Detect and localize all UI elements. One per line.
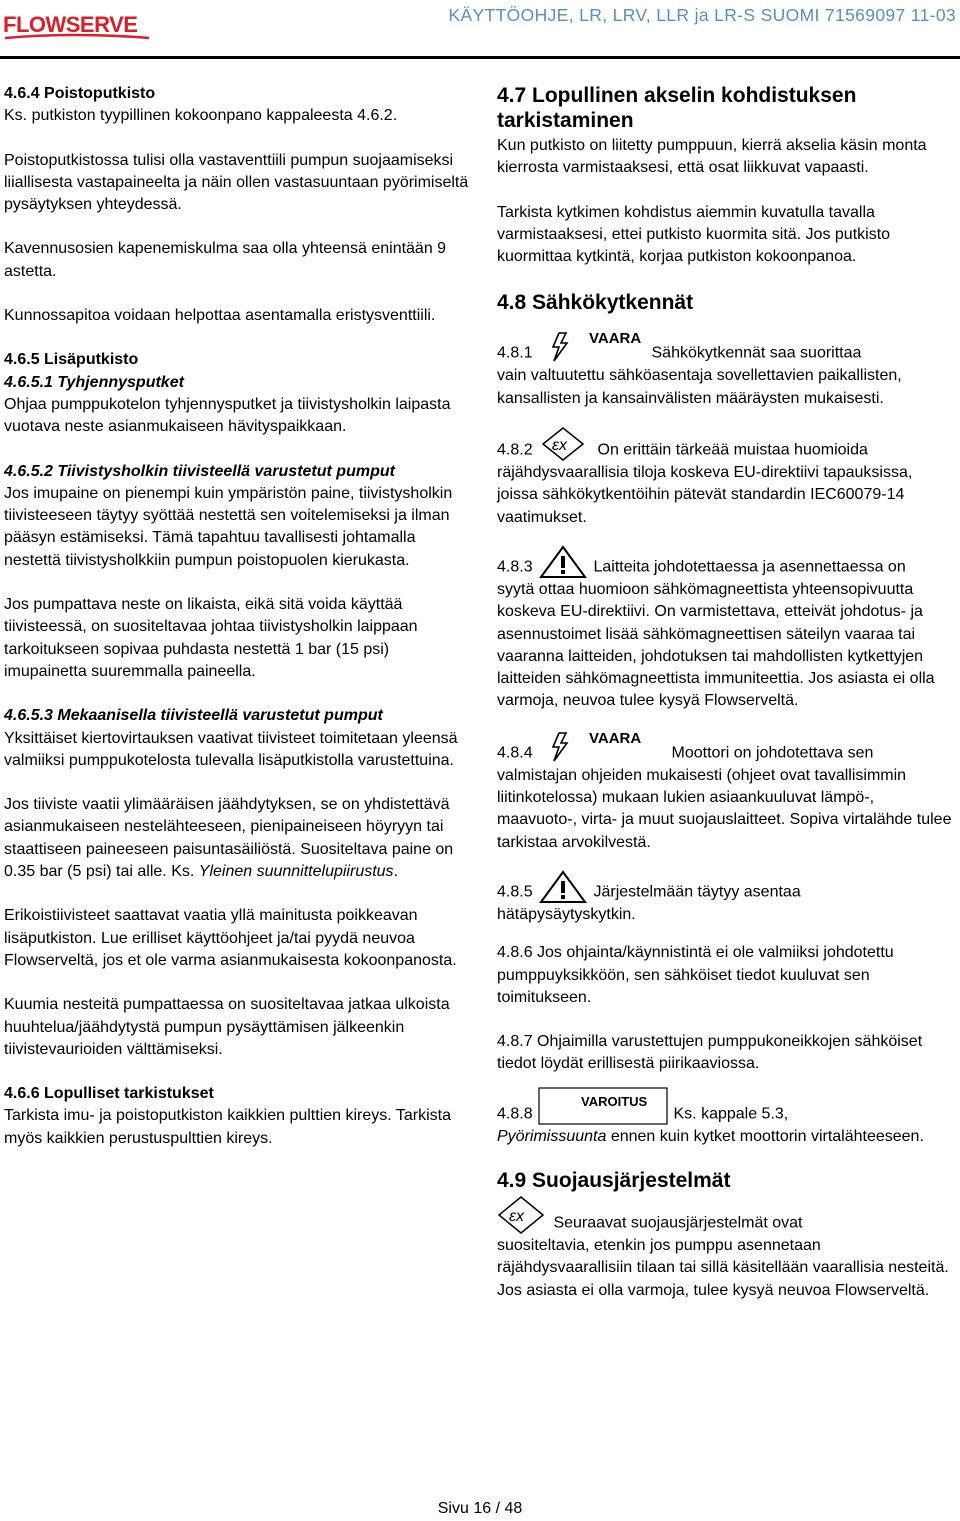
item-number: 4.8.4 bbox=[497, 744, 533, 762]
vaara-label: VAARA bbox=[589, 330, 642, 348]
item-number: 4.8.1 bbox=[497, 345, 533, 363]
item-4-8-1 bbox=[497, 329, 957, 410]
section-4-6-4-title: 4.6.4 Poistoputkisto bbox=[4, 85, 156, 102]
section-4-7-title: 4.7 Lopullinen akselin kohdistuksen tarkistaminen bbox=[497, 84, 857, 132]
s4653-p2: Jos tiiviste vaatii ylimääräisen jäähdytyksen, se on yhdistettävä asianmukaiseen nestelähteeseen, pienipaineiseen höyryyn tai staattiseen paineeseen paisuntasäiliöstä. Suositeltava paine on 0.35 bar (5 psi) tai alle. Ks. Yleinen suunnittelupiirustus. bbox=[4, 796, 454, 881]
item-4-8-2-a: On erittäin tärkeää muistaa huomioida bbox=[597, 441, 868, 459]
s4652-p2: Jos pumpattava neste on likaista, eikä sitä voida käyttää tiivisteessä, on suositeltavaa johtaa tiivistysholkin laippaan tarkoitukseen sopivaa puhdasta nestettä 1 bar (15 psi) imupainetta suuremmalla paineella. bbox=[4, 596, 418, 680]
item-4-8-6: 4.8.6 Jos ohjainta/käynnistintä ei ole valmiiksi johdotettu pumppuyksikköön, sen sähköiset tiedot kuuluvat sen toimitukseen. bbox=[497, 944, 894, 1006]
logo-text: FLOWSERVE bbox=[3, 12, 138, 37]
s466-p1: Tarkista imu- ja poistoputkiston kaikkien pulttien kireys. Tarkista myös kaikkien perustuspulttien kireys. bbox=[4, 1107, 451, 1147]
item-4-8-4-b: valmistajan ohjeiden mukaisesti (ohjeet ovat tavallisimmin liitinkotelossa) mukaan lukien asiaankuuluvat lämpö-, maavuoto-, virta- ja muut suojauslaitteet. Sopiva virtalähde tulee tarkistaa arvokilvestä. bbox=[497, 766, 952, 851]
item-4-8-8 bbox=[497, 1086, 957, 1148]
item-4-8-2-b: räjähdysvaarallisia tiloja koskeva EU-direktiivi tapauksissa, joissa sähkökytkentöihin pätevät standardin IEC60079-14 vaatimukset. bbox=[497, 464, 913, 526]
ex-atex-icon bbox=[537, 426, 593, 462]
s4653-p4: Kuumia nesteitä pumpattaessa on suositeltavaa jatkaa ulkoista huuhtelua/jäähdytystä pumpun pysäyttämisen jälkeenkin tiivistevaurioiden välttämiseksi. bbox=[4, 996, 450, 1058]
s4651-p1: Ohjaa pumppukotelon tyhjennysputket ja tiivistysholkin laipasta vuotava neste asianmukaiseen hävityspaikkaan. bbox=[4, 395, 451, 436]
vaara-label: VAARA bbox=[589, 729, 642, 747]
item-4-8-2 bbox=[497, 426, 957, 529]
s464-p4: Kunnossapitoa voidaan helpottaa asentamalla eristysventtiili. bbox=[4, 307, 436, 325]
section-4-6-5-title: 4.6.5 Lisäputkisto bbox=[4, 351, 139, 369]
item-4-8-3-b: syytä ottaa huomioon sähkömagneettista yhteensopivuutta koskeva EU-direktiivi. On varmistettava, etteivät johdotus- ja asennustoimet lisää sähkömagneettisen säteilyn vaaraa tai vaaranna laitteiden, johdotuksen tai mahdollisten kytkettyjen laitteiden sähkömagneettista immuniteettia. Jos asiasta ei olla varmoja, neuvoa tulee kysyä Flowserveltä. bbox=[497, 580, 935, 710]
s4652-p1: Jos imupaine on pienempi kuin ympäristön paine, tiivistysholkin tiivisteeseen täytyy syöttää nestettä sen voitelemiseksi ja ilman pääsyn estämiseksi. Tämä tapahtuu tavallisesti johtamalla nestettä tiivistysholkkiin pumpun poistopuolen kierukasta. bbox=[4, 484, 453, 569]
caution-box-icon bbox=[537, 1086, 669, 1126]
s47-p2: Tarkista kytkimen kohdistus aiemmin kuvatulla tavalla varmistaaksesi, ettei putkisto kuormita sitä. Jos putkisto kuormittaa kytkintä, korjaa putkiston kokoonpanoa. bbox=[497, 203, 891, 266]
page-header bbox=[0, 0, 960, 64]
section-4-8-title: 4.8 Sähkökytkennät bbox=[497, 291, 694, 315]
svg-text:εx: εx bbox=[552, 437, 568, 455]
section-4-6-5-2-title: 4.6.5.2 Tiivistysholkin tiivisteellä varustetut pumput bbox=[4, 462, 395, 480]
s4653-p2-ref: Yleinen suunnittelupiirustus bbox=[198, 863, 394, 881]
item-4-8-8-rest: ennen kuin kytket moottorin virtalähteeseen. bbox=[610, 1127, 924, 1145]
item-4-8-8-a: Ks. kappale 5.3, bbox=[673, 1105, 789, 1123]
item-4-8-4 bbox=[497, 729, 957, 854]
svg-text:εx: εx bbox=[509, 1208, 525, 1226]
item-4-8-1-b: vain valtuutettu sähköasentaja sovellettavien paikallisten, kansallisten ja kansainvälisten määräysten mukaisesti. bbox=[497, 367, 902, 407]
item-4-8-8-b bbox=[497, 1126, 957, 1148]
left-column bbox=[4, 83, 474, 1172]
section-4-6-5-3-title: 4.6.5.3 Mekaanisella tiivisteellä varustetut pumput bbox=[4, 707, 383, 725]
warning-triangle-icon bbox=[537, 545, 589, 579]
s49-b: suositeltavia, etenkin jos pumppu asennetaan räjähdysvaarallisiin tilaan tai sillä käsitellään vaarallisia nesteitä. Jos asiasta ei olla varmoja, tulee kysyä neuvoa Flowserveltä. bbox=[497, 1237, 949, 1299]
item-4-8-5-b: hätäpysäytyskytkin. bbox=[497, 905, 636, 923]
item-number: 4.8.5 bbox=[497, 883, 533, 901]
flowserve-logo bbox=[3, 8, 153, 44]
s464-p2: Poistoputkistossa tulisi olla vastaventtiili pumpun suojaamiseksi liiallisesta vastapaineelta ja näin ollen vastasuuntaan pyörimiseltä pysäytyksen yhteydessä. bbox=[4, 151, 469, 214]
item-4-8-8-ref: Pyörimissuunta bbox=[497, 1127, 607, 1145]
document-title: KÄYTTÖOHJE, LR, LRV, LLR ja LR-S SUOMI 71569097 11-03 bbox=[448, 5, 956, 25]
ex-atex-icon bbox=[497, 1195, 549, 1235]
item-4-8-7: 4.8.7 Ohjaimilla varustettujen pumppukoneikkojen sähköiset tiedot löydät erillisestä piirikaaviossa. bbox=[497, 1033, 923, 1073]
section-4-9-title: 4.9 Suojausjärjestelmät bbox=[497, 1169, 731, 1193]
section-4-9-body bbox=[497, 1195, 957, 1302]
item-4-8-1-a: Sähkökytkennät saa suorittaa bbox=[651, 345, 862, 363]
s49-a: Seuraavat suojausjärjestelmät ovat bbox=[553, 1214, 803, 1232]
danger-lightning-icon bbox=[537, 329, 647, 365]
right-column bbox=[497, 83, 957, 1302]
varoitus-label: VAROITUS bbox=[581, 1093, 648, 1109]
item-number: 4.8.2 bbox=[497, 441, 533, 459]
s464-p3: Kavennusosien kapenemiskulma saa olla yhteensä enintään 9 astetta. bbox=[4, 240, 447, 280]
item-4-8-3 bbox=[497, 545, 957, 713]
item-4-8-5-a: Järjestelmään täytyy asentaa bbox=[593, 883, 801, 901]
s464-p1: Ks. putkiston tyypillinen kokoonpano kappaleesta 4.6.2. bbox=[4, 107, 398, 125]
section-4-6-5-1-title: 4.6.5.1 Tyhjennysputket bbox=[4, 373, 184, 391]
item-number: 4.8.8 bbox=[497, 1105, 533, 1123]
s4653-p2-text: Jos tiiviste vaatii ylimääräisen jäähdytyksen, se on yhdistettävä asianmukaiseen nestelähteeseen, pienipaineiseen höyryyn tai staattiseen paineeseen paisuntasäiliöstä. Suositeltava paine on 0.35 bar (5 psi) tai alle. Ks. bbox=[4, 796, 454, 881]
section-4-6-6-title: 4.6.6 Lopulliset tarkistukset bbox=[4, 1085, 214, 1103]
item-4-8-4-a: Moottori on johdotettava sen bbox=[671, 744, 874, 762]
item-number: 4.8.3 bbox=[497, 558, 533, 576]
warning-triangle-icon bbox=[537, 870, 589, 904]
s47-p1: Kun putkisto on liitetty pumppuun, kierrä akselia käsin monta kierrosta varmistaaksesi, että osat liikkuvat vapaasti. bbox=[497, 137, 927, 177]
item-4-8-5 bbox=[497, 870, 957, 926]
header-rule bbox=[0, 56, 960, 59]
page-footer: Sivu 16 / 48 bbox=[437, 1500, 523, 1517]
danger-lightning-icon bbox=[537, 729, 667, 765]
s4653-p1: Yksittäiset kiertovirtauksen vaativat tiivisteet toimitetaan yleensä valmiiksi pumppukotelosta tulevalla lisäputkistolla varustettuina. bbox=[4, 729, 458, 769]
s4653-p3: Erikoistiivisteet saattavat vaatia yllä mainitusta poikkeavan lisäputkiston. Lue erilliset käyttöohjeet ja/tai pyydä neuvoa Flowserveltä, jos et ole varma asianmukaisesta kokoonpanosta. bbox=[4, 907, 457, 969]
item-4-8-3-a: Laitteita johdotettaessa ja asennettaessa on bbox=[593, 558, 906, 576]
